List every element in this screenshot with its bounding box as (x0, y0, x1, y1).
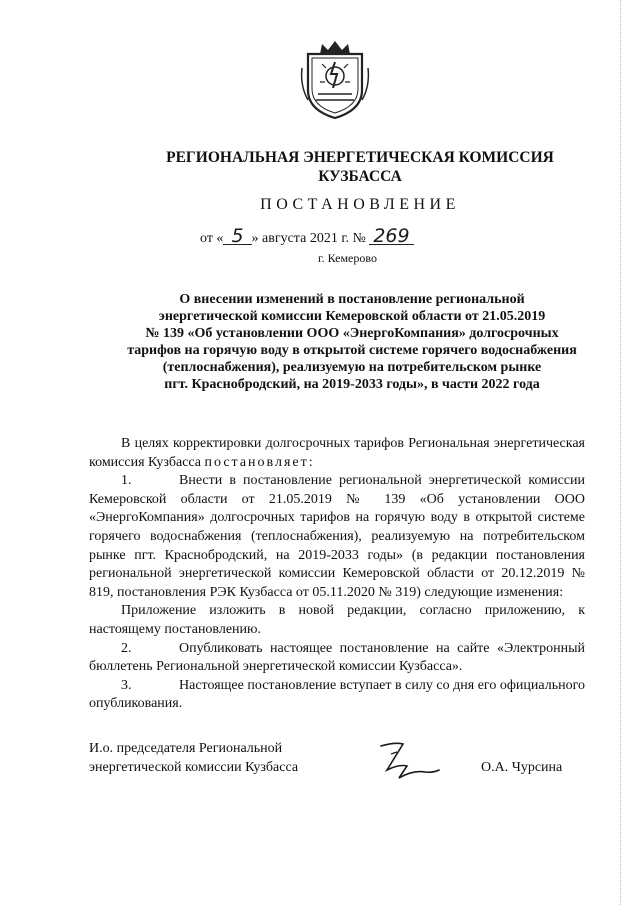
item-3-number: 3. (121, 677, 132, 693)
signatory-name: О.А. Чурсина (481, 760, 563, 775)
date-line (200, 225, 540, 247)
item-2-number: 2. (121, 640, 132, 656)
item-1-number: 1. (121, 473, 132, 489)
date-rest: » августа 2021 г. № (251, 231, 366, 246)
item-1-sub-paragraph: Приложение изложить в новой редакции, согласно приложению, к настоящему постановлению. (89, 603, 585, 637)
organization-line-2: КУЗБАССА (318, 168, 402, 185)
item-2-text: Опубликовать настоящее постановление на сайте «Электронный бюллетень Региональной энергетической комиссии Кузбасса». (89, 640, 585, 675)
signature-block (89, 740, 589, 790)
signatory-position (89, 740, 349, 777)
organization-line-1: РЕГИОНАЛЬНАЯ ЭНЕРГЕТИЧЕСКАЯ КОМИССИЯ (166, 149, 554, 166)
handwritten-signature-icon (373, 740, 443, 784)
intro-paragraph (89, 435, 585, 472)
title-line: пгт. Краснобродский, на 2019-2033 годы», в части 2022 года (164, 377, 540, 392)
document-title (92, 291, 612, 393)
date-day-handwritten: 5 (223, 228, 251, 245)
item-3-text: Настоящее постановление вступает в силу со дня его официального опубликования. (89, 677, 585, 712)
document-number-handwritten: 269 (369, 228, 413, 245)
title-line: (теплоснабжения), реализуемую на потребительском рынке (162, 360, 542, 375)
title-line: О внесении изменений в постановление региональной (179, 292, 525, 307)
intro-text: В целях корректировки долгосрочных тарифов Региональная энергетическая комиссия Кузбасса (89, 436, 585, 470)
scan-edge-line (620, 0, 622, 905)
position-line-2: энергетической комиссии Кузбасса (89, 759, 299, 775)
item-1-paragraph (89, 472, 585, 602)
title-line: энергетической комиссии Кемеровской области от 21.05.2019 (158, 309, 546, 324)
item-3-paragraph (89, 677, 585, 714)
document-body (89, 435, 585, 714)
coat-of-arms-icon (298, 38, 372, 120)
title-line: № 139 «Об установлении ООО «ЭнергоКомпания» долгосрочных (145, 326, 559, 341)
item-1-text: Внести в постановление региональной энергетической комиссии Кемеровской области от 21.05.2019 № 139 «Об установлении ООО «ЭнергоКомпания» долгосрочных тарифов на горячую воду в открытой системе горячего водоснабжения (теплоснабжения), реализуемую на потребительском рынке пгт. Краснобродский, на 2019-2033 годы» (в редакции постановления региональной энергетической комиссии Кемеровской области от 20.12.2019 № 819, постановления РЭК Кузбасса от 05.11.2020 № 319) следующие изменения: (89, 473, 585, 600)
date-prefix: от « (200, 231, 224, 246)
document-type: ПОСТАНОВЛЕНИЕ (260, 196, 460, 213)
item-2-paragraph (89, 640, 585, 677)
position-line-1: И.о. председателя Региональной (89, 741, 283, 756)
organization-name (90, 148, 630, 186)
title-line: тарифов на горячую воду в открытой системе горячего водоснабжения (127, 343, 577, 358)
intro-spaced-word: постановляет: (204, 454, 315, 470)
city-label: г. Кемерово (318, 251, 377, 265)
